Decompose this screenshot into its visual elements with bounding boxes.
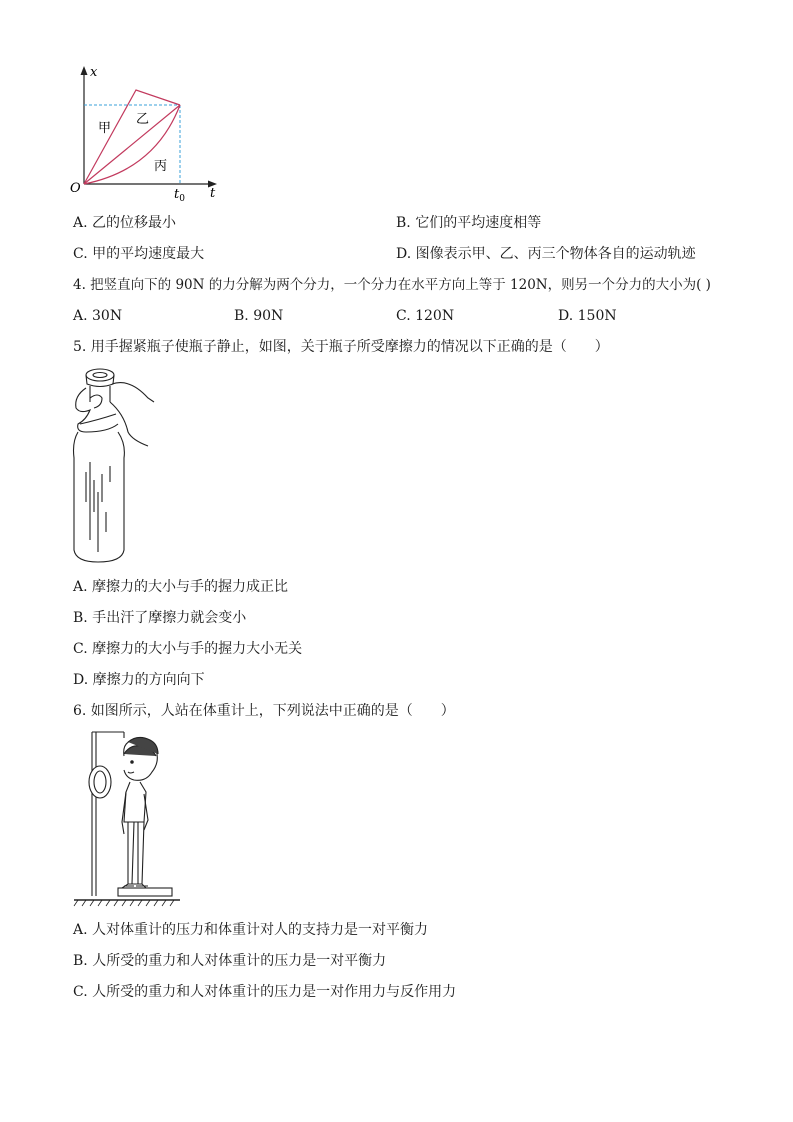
q6-stem: 6. 如图所示，人站在体重计上，下列说法中正确的是（ ） — [73, 703, 455, 719]
q5-option-b[interactable]: B. 手出汗了摩擦力就会变小 — [73, 610, 247, 626]
t0-subscript: 0 — [179, 194, 185, 204]
label-jia: 甲 — [98, 121, 112, 136]
q4-option-a[interactable]: A. 30N — [73, 308, 123, 324]
q4-option-c[interactable]: C. 120N — [396, 308, 455, 324]
q6-option-a[interactable]: A. 人对体重计的压力和体重计对人的支持力是一对平衡力 — [73, 922, 429, 938]
q3-option-b[interactable]: B. 它们的平均速度相等 — [396, 215, 542, 231]
hand — [112, 383, 154, 402]
label-bing: 丙 — [154, 159, 168, 174]
t-axis-label: t — [210, 186, 216, 201]
q5-option-c[interactable]: C. 摩擦力的大小与手的握力大小无关 — [73, 641, 303, 657]
person-body — [124, 782, 146, 822]
bottle-body — [74, 432, 125, 562]
scale-platform — [118, 888, 172, 896]
q6-option-b[interactable]: B. 人所受的重力和人对体重计的压力是一对平衡力 — [73, 953, 387, 969]
xt-graph — [60, 60, 230, 205]
q3-option-a[interactable]: A. 乙的位移最小 — [73, 215, 177, 231]
bottle-ring — [86, 369, 114, 381]
q5-option-a[interactable]: A. 摩擦力的大小与手的握力成正比 — [73, 579, 289, 595]
origin-label: O — [70, 181, 81, 196]
q3-option-d[interactable]: D. 图像表示甲、乙、丙三个物体各自的运动轨迹 — [396, 246, 696, 262]
q4-option-d[interactable]: D. 150N — [558, 308, 617, 324]
q4-stem: 4. 把竖直向下的 90N 的力分解为两个分力，一个分力在水平方向上等于 120N，则另一个分力的大小为( ) — [73, 277, 711, 293]
t0-label: $t_0$ — [174, 187, 185, 204]
q3-option-c[interactable]: C. 甲的平均速度最大 — [73, 246, 205, 262]
person-on-scale-figure — [72, 726, 182, 910]
person-legs — [128, 822, 144, 884]
x-axis-arrow — [81, 66, 88, 75]
q5-option-d[interactable]: D. 摩擦力的方向向下 — [73, 672, 205, 688]
x-axis-label: x — [90, 65, 98, 80]
q6-option-c[interactable]: C. 人所受的重力和人对体重计的压力是一对作用力与反作用力 — [73, 984, 457, 1000]
label-yi: 乙 — [136, 112, 150, 127]
q5-stem: 5. 用手握紧瓶子使瓶子静止，如图，关于瓶子所受摩擦力的情况以下正确的是（ ） — [73, 339, 609, 355]
hand-bottle-figure — [68, 362, 158, 567]
q4-option-b[interactable]: B. 90N — [234, 308, 284, 324]
